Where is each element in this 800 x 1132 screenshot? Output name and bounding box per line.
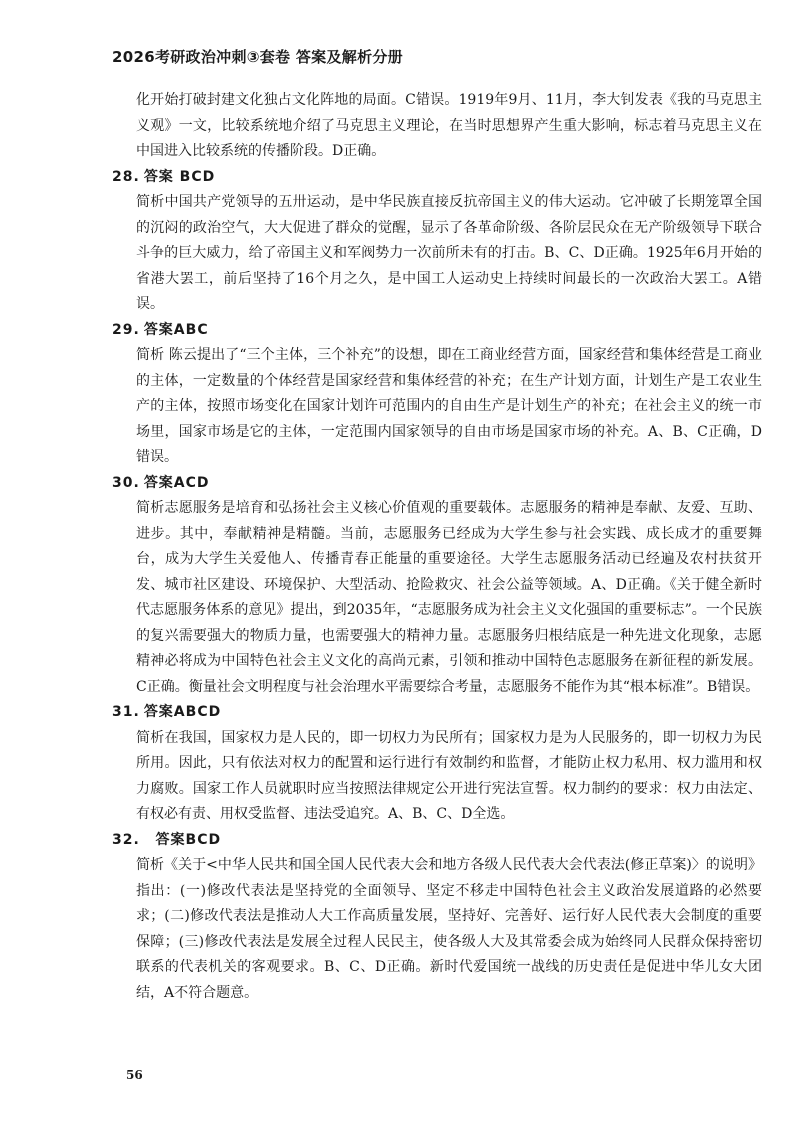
question-number: 28. [112, 168, 140, 185]
question-analysis: 简析中国共产党领导的五卅运动，是中华民族直接反抗帝国主义的伟大运动。它冲破了长期笼罩全国的沉闷的政治空气，大大促进了群众的觉醒，显示了各革命阶级、各阶层民众在无产阶级领导下联合斗争的巨大威力，给了帝国主义和军阀势力一次前所未有的打击。B、C、D正确。1925年6月开始的省港大罢工，前后坚持了16个月之久，是中国工人运动史上持续时间最长的一次政治大罢工。A错误。 [136, 194, 762, 312]
question-answer-line [112, 318, 762, 344]
question-answer: 答案BCD [143, 831, 222, 848]
question-30 [112, 471, 762, 701]
question-analysis: 简析志愿服务是培育和弘扬社会主义核心价值观的重要载体。志愿服务的精神是奉献、友爱、互助、进步。其中，奉献精神是精髓。当前，志愿服务已经成为大学生参与社会实践、成长成才的重要舞台，成为大学生关爱他人、传播青春正能量的重要途径。大学生志愿服务活动已经遍及农村扶贫开发、城市社区建设、环境保护、大型活动、抢险救灾、社会公益等领域。A、D正确。《关于健全新时代志愿服务体系的意见》提出，到2035年，“志愿服务成为社会主义文化强国的重要标志”。一个民族的复兴需要强大的物质力量，也需要强大的精神力量。志愿服务归根结底是一种先进文化现象，志愿精神必将成为中国特色社会主义文化的高尚元素，引领和推动中国特色志愿服务在新征程的新发展。C正确。衡量社会文明程度与社会治理水平需要综合考量，志愿服务不能作为其“根本标准”。B错误。 [136, 500, 762, 695]
question-31 [112, 700, 762, 828]
question-analysis: 简析 陈云提出了“三个主体，三个补充”的设想，即在工商业经营方面，国家经营和集体经营是工商业的主体，一定数量的个体经营是国家经营和集体经营的补充；在生产计划方面，计划生产是工农业生产的主体，按照市场变化在国家计划许可范围内的自由生产是计划生产的补充；在社会主义的统一市场里，国家市场是它的主体，一定范围内国家领导的自由市场是国家市场的补充。A、B、C正确，D错误。 [136, 347, 762, 465]
question-number: 30. [112, 474, 140, 491]
intro-paragraph: 化开始打破封建文化独占文化阵地的局面。C错误。1919年9月、11月，李大钊发表《我的马克思主义观》一文，比较系统地介绍了马克思主义理论，在当时思想界产生重大影响，标志着马克思主义在中国进入比较系统的传播阶段。D正确。 [136, 92, 762, 159]
question-answer-line [112, 700, 762, 726]
question-answer-line [112, 165, 762, 191]
question-32 [112, 828, 762, 1007]
question-number: 32. [112, 831, 140, 848]
question-number: 31. [112, 704, 140, 720]
question-analysis: 简析《关于<中华人民共和国全国人民代表大会和地方各级人民代表大会代表法(修正草案)〉的说明》指出：(一)修改代表法是坚持党的全面领导、坚定不移走中国特色社会主义政治发展道路的必然要求；(二)修改代表法是推动人大工作高质量发展，坚持好、完善好、运行好人民代表大会制度的重要保障；(三)修改代表法是发展全过程人民民主，使各级人大及其常委会成为始终同人民群众保持密切联系的代表机关的客观要求。B、C、D正确。新时代爱国统一战线的历史责任是促进中华儿女大团结，A不符合题意。 [136, 857, 762, 1001]
question-answer: 答案ABC [143, 321, 209, 338]
page-header: 2026考研政治冲刺③套卷 答案及解析分册 [112, 48, 403, 66]
question-28 [112, 165, 762, 318]
question-number: 29. [112, 321, 140, 338]
question-answer-line [112, 828, 762, 854]
question-answer-line [112, 471, 762, 497]
page-number: 56 [126, 1068, 143, 1082]
question-analysis: 简析在我国，国家权力是人民的，即一切权力为民所有；国家权力是为人民服务的，即一切权力为民所用。因此，只有依法对权力的配置和运行进行有效制约和监督，才能防止权力私用、权力滥用和权力腐败。国家工作人员就职时应当按照法律规定公开进行宪法宣誓。权力制约的要求：权力由法定、有权必有责、用权受监督、违法受追究。A、B、C、D全选。 [136, 729, 762, 822]
question-answer: 答案ABCD [143, 704, 222, 720]
question-answer: 答案 BCD [143, 168, 216, 185]
question-29 [112, 318, 762, 471]
answer-content [112, 88, 762, 1006]
question-answer: 答案ACD [143, 474, 210, 491]
